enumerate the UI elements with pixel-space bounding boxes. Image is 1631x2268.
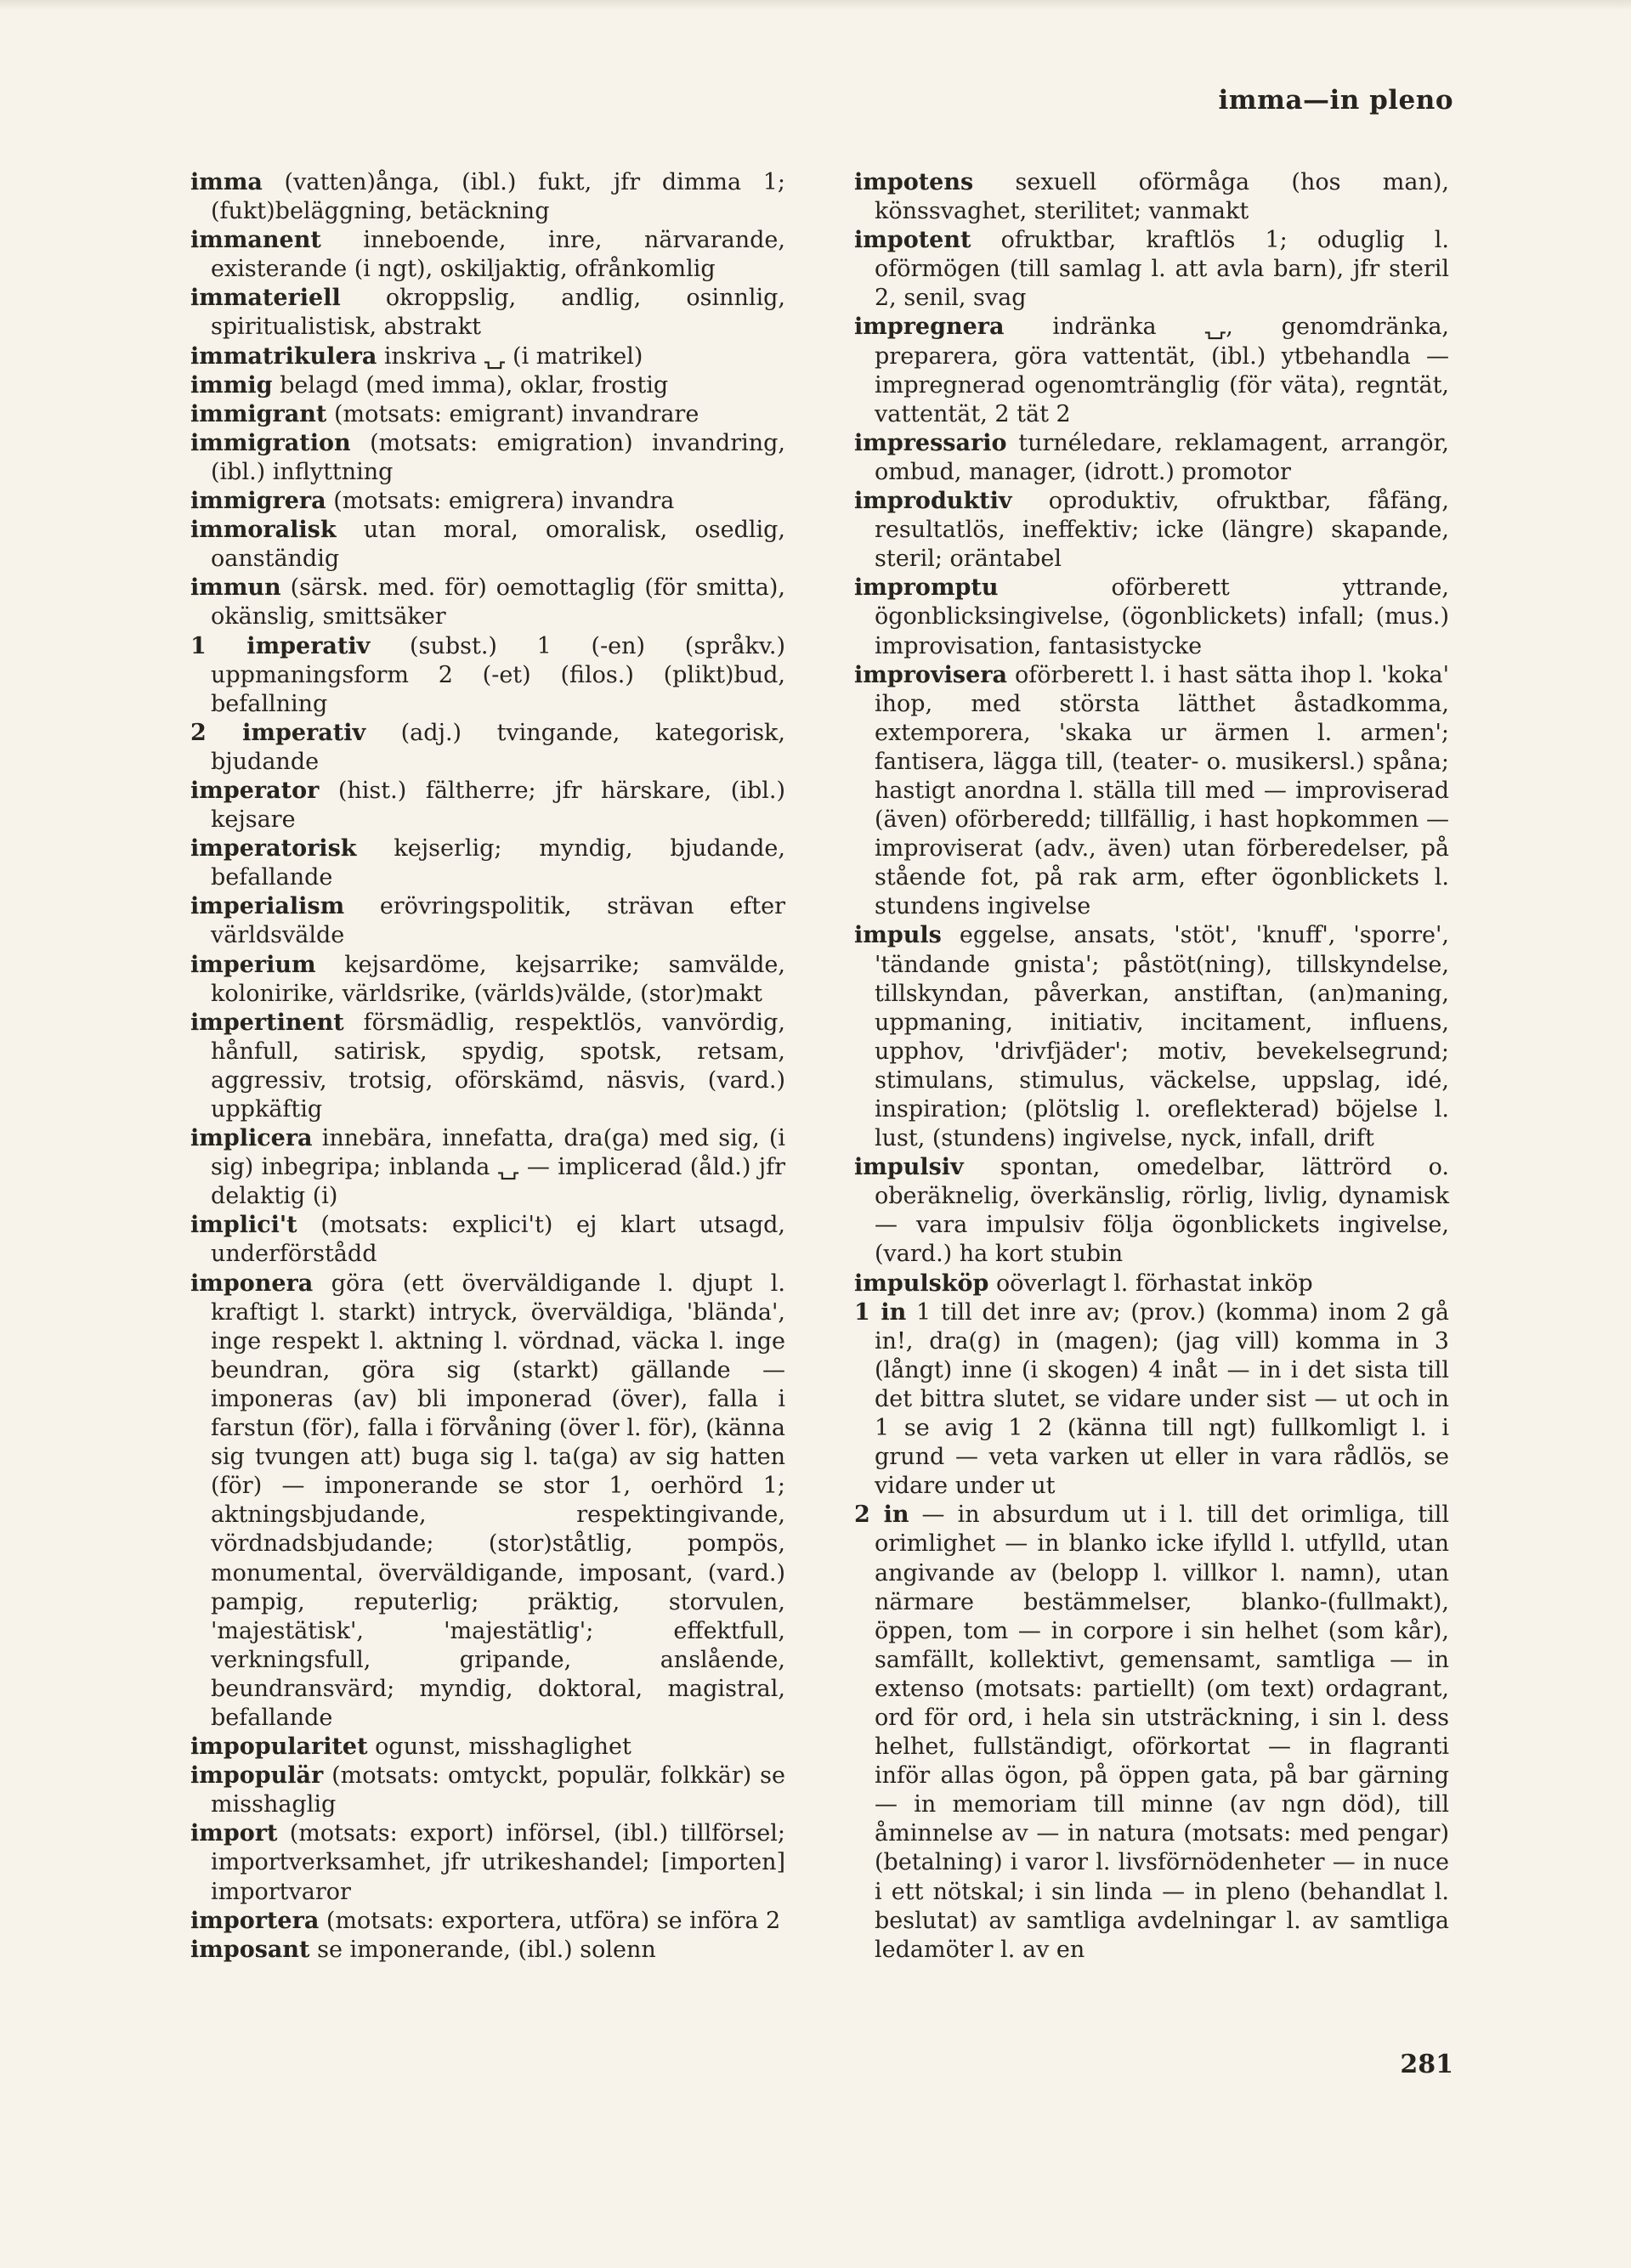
entry-definition: erövringspolitik, strävan efter världsvälde xyxy=(211,893,785,949)
entry-headword: immigrera xyxy=(190,488,326,515)
dictionary-entry xyxy=(854,1270,1449,1298)
dictionary-entry xyxy=(854,1153,1449,1269)
entry-headword: impertinent xyxy=(190,1009,344,1036)
entry-definition: (adj.) tvingande, kategorisk, bjudande xyxy=(211,719,785,775)
entry-definition: (motsats: export) införsel, (ibl.) tillförsel; importverksamhet, jfr utrikeshandel; [importen] importvaror xyxy=(211,1820,785,1905)
entry-headword: imperator xyxy=(190,777,320,804)
entry-headword: imposant xyxy=(190,1936,310,1963)
dictionary-entry xyxy=(190,777,785,834)
entry-headword: immanent xyxy=(190,227,321,254)
entry-definition: oproduktiv, ofruktbar, fåfäng, resultatlös, ineffektiv; icke (längre) skapande, steril; oräntabel xyxy=(875,488,1449,573)
entry-definition: kejsardöme, kejsarrike; samvälde, kolonirike, världsrike, (världs)välde, (stor)makt xyxy=(211,951,785,1007)
entry-headword: impulsköp xyxy=(854,1270,989,1297)
entry-definition: (särsk. med. för) oemottaglig (för smitta), okänslig, smittsäker xyxy=(211,574,785,631)
entry-definition: se imponerande, (ibl.) solenn xyxy=(309,1936,656,1963)
entry-headword: impopularitet xyxy=(190,1734,368,1761)
entry-definition: (motsats: emigrera) invandra xyxy=(326,488,675,515)
entry-definition: (vatten)ånga, (ibl.) fukt, jfr dimma 1; (fukt)beläggning, betäckning xyxy=(211,169,785,225)
dictionary-entry xyxy=(190,1009,785,1124)
entry-headword: imponera xyxy=(190,1270,314,1297)
entry-headword: imperatorisk xyxy=(190,835,357,863)
page-top-shadow xyxy=(0,0,1631,10)
entry-headword: improvisera xyxy=(854,661,1007,688)
entry-headword: impopulär xyxy=(190,1762,324,1790)
entry-definition: oöverlagt l. förhastat inköp xyxy=(988,1270,1313,1297)
dictionary-entry xyxy=(190,1762,785,1819)
dictionary-entry xyxy=(854,574,1449,660)
entry-headword: import xyxy=(190,1820,278,1847)
entry-definition: sexuell oförmåga (hos man), könssvaghet, sterilitet; vanmakt xyxy=(875,169,1449,225)
entry-definition: oförberett yttrande, ögonblicksingivelse, (ögonblickets) infall; (mus.) improvisation, fantasistycke xyxy=(875,574,1449,659)
entry-definition: (motsats: omtyckt, populär, folkkär) se misshaglig xyxy=(211,1762,785,1818)
entry-definition: indränka ⍽, genomdränka, preparera, göra vattentät, (ibl.) ytbehandla — impregnerad ogenomtränglig (för väta), regntät, vattentät, 2 tät 2 xyxy=(875,314,1449,427)
dictionary-entry xyxy=(190,1270,785,1734)
entry-definition: göra (ett överväldigande l. djupt l. kraftigt l. starkt) intryck, överväldiga, 'blända', inge respekt l. aktning l. vördnad, väcka l. inge beundran, göra sig (starkt) gällande — imponeras (av) bli imponerad (över), falla i farstun (för), falla i förvåning (över l. för), (känna sig tvungen att) buga sig l. ta(ga) av sig hatten (för) — imponerande se stor 1, oerhörd 1; aktningsbjudande, respektingivande, vördnadsbjudande; (stor)ståtlig, pompös, monumental, överväldigande, imposant, (vard.) pampig, reputerlig; präktig, storvulen, 'majestätisk', 'majestätlig'; effektfull, verkningsfull, gripande, anslående, beundransvärd; myndig, doktoral, magistral, befallande xyxy=(211,1270,785,1731)
entry-headword: improduktiv xyxy=(854,488,1012,515)
entry-definition: inskriva ⍽ (i matrikel) xyxy=(377,342,643,370)
running-head: imma—in pleno xyxy=(1218,85,1453,116)
dictionary-entry xyxy=(190,1733,785,1762)
entry-headword: impromptu xyxy=(854,574,999,602)
entry-headword: imma xyxy=(190,169,263,195)
dictionary-entry xyxy=(190,168,785,226)
entry-definition: oförberett l. i hast sätta ihop l. 'koka' ihop, med största lätthet åstadkomma, extemporera, 'skaka ur ärmen l. armen'; fantisera, lägga till, (teater- o. musikersl.) spåna; hastigt anordna l. ställa till med — improviserad (även) oförberedd; tillfällig, i hast hopkommen — improviserat (adv., även) utan förberedelser, på stående fot, på rak arm, efter ögonblickets l. stundens ingivelse xyxy=(875,661,1449,920)
entry-headword: immigration xyxy=(190,429,351,456)
entry-headword: immig xyxy=(190,371,273,399)
dictionary-entry xyxy=(854,921,1449,1153)
entry-definition: spontan, omedelbar, lättrörd o. oberäknelig, överkänslig, rörlig, livlig, dynamisk — vara impulsiv följa ögonblickets ingivelse, (vard.) ha kort stubin xyxy=(875,1154,1449,1268)
entry-headword: 1 imperativ xyxy=(190,632,371,659)
entry-headword: immigrant xyxy=(190,400,327,427)
dictionary-entry xyxy=(190,892,785,950)
dictionary-entry xyxy=(190,1124,785,1211)
dictionary-entry xyxy=(190,429,785,487)
dictionary-entry xyxy=(854,429,1449,487)
left-column xyxy=(190,168,785,1965)
dictionary-entry xyxy=(190,1211,785,1269)
entry-headword: impulsiv xyxy=(854,1154,964,1181)
dictionary-entry xyxy=(190,371,785,400)
entry-definition: ofruktbar, kraftlös 1; oduglig l. oförmögen (till samlag l. att avla barn), jfr steril 2, senil, svag xyxy=(875,227,1449,312)
entry-definition: (subst.) 1 (-en) (språkv.) uppmaningsform 2 (-et) (filos.) (plikt)bud, befallning xyxy=(211,632,785,717)
entry-headword: impressario xyxy=(854,429,1007,456)
entry-headword: 1 in xyxy=(854,1298,907,1326)
entry-definition: belagd (med imma), oklar, frostig xyxy=(272,371,669,399)
dictionary-entry xyxy=(190,342,785,371)
entry-headword: immateriell xyxy=(190,285,341,312)
entry-definition: utan moral, omoralisk, osedlig, oanständig xyxy=(211,517,785,573)
entry-headword: implici't xyxy=(190,1212,297,1239)
dictionary-entry xyxy=(190,284,785,342)
dictionary-entry xyxy=(854,487,1449,574)
entry-headword: immun xyxy=(190,574,281,602)
entry-definition: försmädlig, respektlös, vanvördig, hånfull, satirisk, spydig, spotsk, retsam, aggressiv, trotsig, oförskämd, näsvis, (vard.) uppkäftig xyxy=(211,1009,785,1123)
entry-definition: (motsats: explici't) ej klart utsagd, underförstådd xyxy=(211,1212,785,1268)
entry-headword: impuls xyxy=(854,922,942,949)
entry-definition: — in absurdum ut i l. till det orimliga, till orimlighet — in blanko icke ifylld l. utfylld, utan angivande av (belopp l. villkor l. namn), utan närmare bestämmelser, blanko-(fullmakt), öppen, tom — in corpore i sin helhet (som kår), samfällt, kollektivt, gemensamt, samtliga — in extenso (motsats: partiellt) (om text) ordagrant, ord för ord, i hela sin utsträckning, i sin l. dess helhet, fullständigt, oförkortat — in flagranti inför allas ögon, på öppen gata, på bar gärning — in memoriam till minne (av ngn död), till åminnelse av — in natura (motsats: med pengar) (betalning) i varor l. livsförnödenheter — in nuce i ett nötskal; i sin linda — in pleno (behandlat l. beslutat) av samtliga avdelningar l. av samtliga ledamöter l. av en xyxy=(875,1502,1449,1963)
dictionary-entry xyxy=(190,1819,785,1906)
dictionary-entry xyxy=(190,1936,785,1965)
entry-definition: (motsats: emigrant) invandrare xyxy=(326,400,699,427)
entry-headword: impregnera xyxy=(854,314,1005,341)
dictionary-entry xyxy=(190,951,785,1009)
dictionary-entry xyxy=(190,632,785,719)
entry-definition: 1 till det inre av; (prov.) (komma) inom 2 gå in!, dra(g) in (magen); (jag vill) komma in 3 (långt) inne (i skogen) 4 inåt — in i det sista till det bittra slutet, se vidare under sist — ut och in 1 se avig 1 2 (känna till ngt) fullkomligt l. i grund — veta varken ut eller in vara rådlös, se vidare under ut xyxy=(875,1298,1449,1500)
entry-definition: (hist.) fältherre; jfr härskare, (ibl.) kejsare xyxy=(211,777,785,834)
entry-definition: (motsats: emigration) invandring, (ibl.) inflyttning xyxy=(211,429,785,485)
dictionary-entry xyxy=(190,1907,785,1936)
entry-definition: innebära, innefatta, dra(ga) med sig, (i sig) inbegripa; inblanda ⍽ — implicerad (åld.) jfr delaktig (i) xyxy=(211,1125,785,1210)
dictionary-entry xyxy=(854,313,1449,428)
entry-headword: impotent xyxy=(854,227,971,254)
entry-headword: implicera xyxy=(190,1125,313,1152)
right-column xyxy=(854,168,1449,1965)
dictionary-entry xyxy=(854,168,1449,226)
entry-headword: imperialism xyxy=(190,893,345,920)
dictionary-entry xyxy=(854,1298,1449,1502)
page-number: 281 xyxy=(1400,2050,1453,2079)
entry-headword: 2 in xyxy=(854,1502,909,1529)
entry-headword: immoralisk xyxy=(190,517,337,544)
entry-definition: turnéledare, reklamagent, arrangör, ombud, manager, (idrott.) promotor xyxy=(875,429,1449,485)
dictionary-entry xyxy=(190,516,785,574)
dictionary-entry xyxy=(190,487,785,516)
dictionary-entry xyxy=(854,661,1449,922)
entry-headword: 2 imperativ xyxy=(190,719,366,746)
dictionary-entry xyxy=(190,834,785,892)
entry-headword: impotens xyxy=(854,169,974,195)
entry-headword: immatrikulera xyxy=(190,342,377,370)
entry-definition: ogunst, misshaglighet xyxy=(367,1734,631,1761)
dictionary-entry xyxy=(190,400,785,429)
entry-headword: imperium xyxy=(190,951,316,978)
dictionary-entry xyxy=(854,1501,1449,1965)
dictionary-entry xyxy=(190,226,785,284)
dictionary-entry xyxy=(190,719,785,777)
entry-definition: kejserlig; myndig, bjudande, befallande xyxy=(211,835,785,891)
entry-definition: eggelse, ansats, 'stöt', 'knuff', 'sporre', 'tändande gnista'; påstöt(ning), tillskyndelse, tillskyndan, påverkan, anstiftan, (an)maning, uppmaning, initiativ, incitament, influens, upphov, 'drivfjäder'; motiv, bevekelsegrund; stimulans, stimulus, väckelse, uppslag, idé, inspiration; (plötslig l. oreflekterad) böjelse l. lust, (stundens) ingivelse, nyck, infall, drift xyxy=(875,922,1449,1152)
entry-definition: (motsats: exportera, utföra) se införa 2 xyxy=(319,1907,781,1934)
entry-definition: okroppslig, andlig, osinnlig, spiritualistisk, abstrakt xyxy=(211,285,785,341)
dictionary-entry xyxy=(854,226,1449,313)
entry-headword: importera xyxy=(190,1907,320,1934)
dictionary-entry xyxy=(190,574,785,631)
entry-definition: inneboende, inre, närvarande, existerande (i ngt), oskiljaktig, ofrånkomlig xyxy=(211,227,785,283)
